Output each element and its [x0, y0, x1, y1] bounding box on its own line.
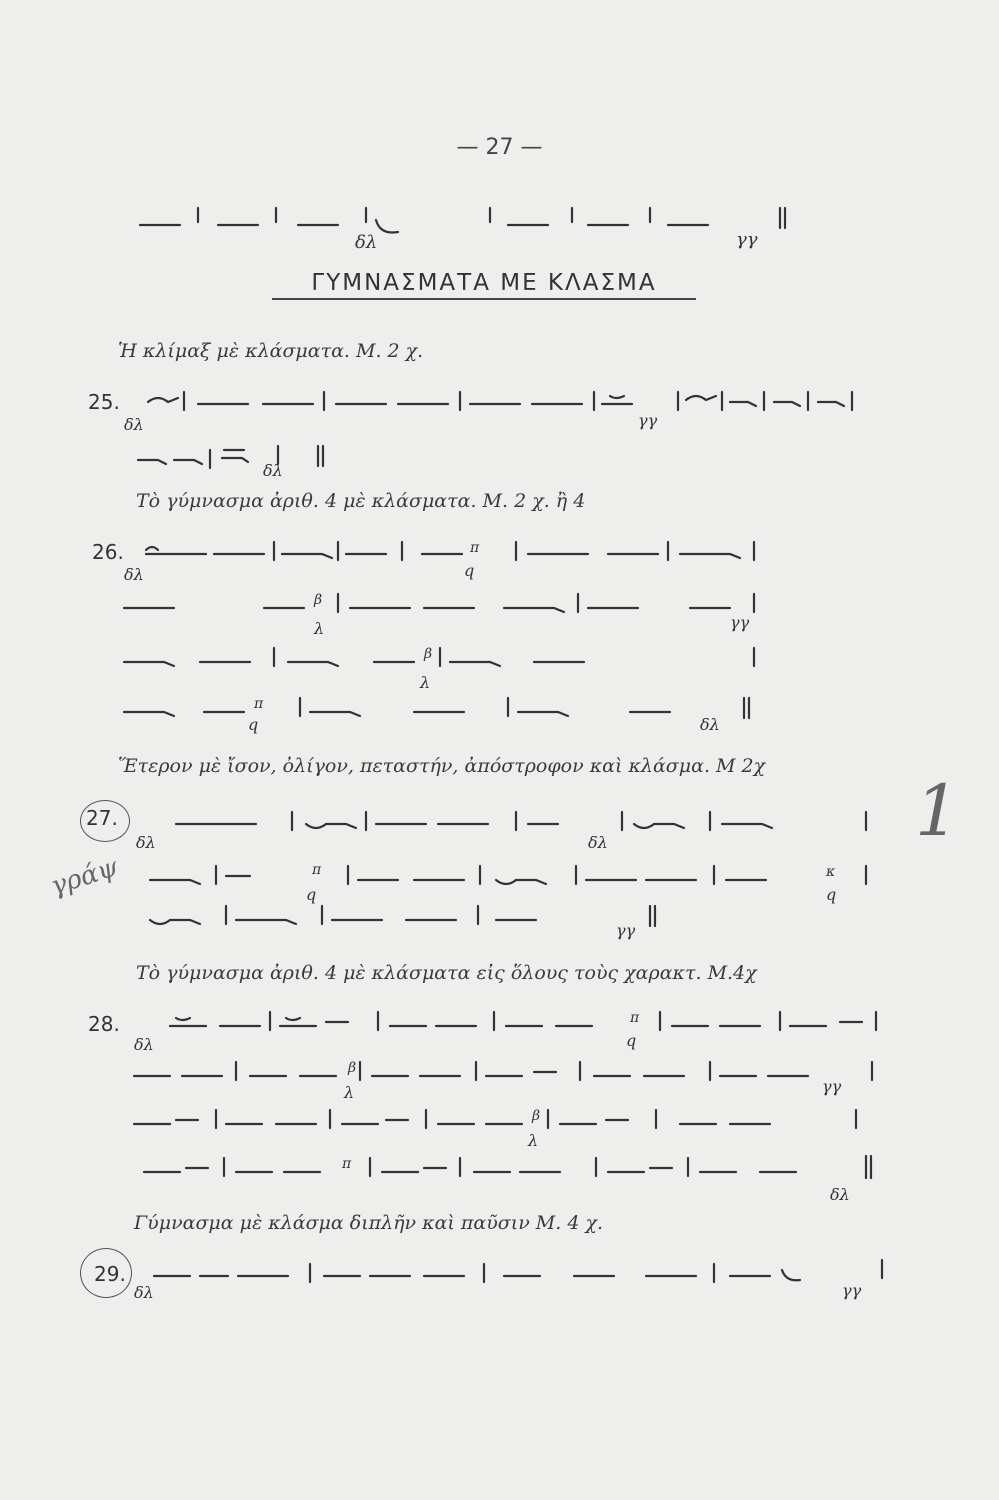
exercise-caption: Γύμνασμα μὲ κλάσμα διπλῆν καὶ παῦσιν Μ. 4 χ.: [134, 1212, 604, 1234]
svg-text:λ: λ: [420, 673, 431, 692]
exercise-number: 28.: [88, 1012, 120, 1036]
svg-text:δλ: δλ: [263, 461, 283, 480]
music-staff-26: [124, 530, 884, 734]
page-number: — 27 —: [456, 135, 543, 160]
exercise-number: 25.: [88, 390, 120, 414]
svg-text:q: q: [826, 885, 837, 904]
music-staff-28: [120, 1000, 880, 1210]
svg-text:q: q: [626, 1031, 637, 1050]
svg-text:π: π: [470, 540, 480, 556]
margin-mark: 1: [915, 770, 960, 852]
svg-text:λ: λ: [314, 619, 325, 638]
svg-text:π: π: [342, 1156, 352, 1172]
svg-text:δλ: δλ: [700, 715, 720, 734]
svg-text:β: β: [424, 646, 433, 662]
svg-text:γγ: γγ: [616, 921, 636, 940]
section-heading: ΓΥΜΝΑΣΜΑΤΑ ΜΕ ΚΛΑΣΜΑ: [272, 270, 696, 300]
music-staff-29: [134, 1252, 884, 1312]
svg-text:δλ: δλ: [134, 1035, 154, 1054]
svg-text:π: π: [312, 862, 322, 878]
svg-text:δλ: δλ: [355, 232, 378, 253]
svg-text:δλ: δλ: [134, 1283, 154, 1302]
margin-note: γράψ: [47, 852, 122, 902]
svg-text:δλ: δλ: [124, 565, 144, 584]
svg-text:λ: λ: [344, 1083, 355, 1102]
exercise-number: 27.: [86, 806, 118, 830]
svg-text:q: q: [306, 885, 317, 904]
exercise-caption: Τὸ γύμνασμα ἀριθ. 4 μὲ κλάσματα εἰς ὅλους τοὺς χαρακτ. Μ.4χ: [136, 962, 757, 984]
svg-text:δλ: δλ: [830, 1185, 850, 1204]
svg-text:δλ: δλ: [124, 415, 144, 434]
exercise-number: 29.: [94, 1262, 126, 1286]
svg-text:δλ: δλ: [588, 833, 608, 852]
svg-text:q: q: [248, 715, 259, 734]
music-staff-27: [136, 800, 876, 940]
svg-text:γγ: γγ: [842, 1281, 862, 1300]
svg-text:γγ: γγ: [638, 411, 658, 430]
svg-text:γγ: γγ: [822, 1077, 842, 1096]
music-staff-top: [140, 190, 820, 260]
exercise-caption: Ἡ κλίμαξ μὲ κλάσματα. Μ. 2 χ.: [118, 340, 424, 362]
exercise-caption: Ἕτερον μὲ ἴσον, ὀλίγον, πεταστήν, ἀπόστροφον καὶ κλάσμα. Μ 2χ: [118, 755, 766, 777]
music-staff-25: [118, 380, 888, 480]
svg-text:π: π: [254, 696, 264, 712]
svg-text:δλ: δλ: [136, 833, 156, 852]
svg-text:γγ: γγ: [736, 229, 758, 250]
exercise-number: 26.: [92, 540, 124, 564]
svg-text:π: π: [630, 1010, 640, 1026]
svg-text:β: β: [532, 1108, 541, 1124]
svg-text:κ: κ: [826, 864, 836, 880]
svg-text:β: β: [314, 592, 323, 608]
svg-text:β: β: [348, 1060, 357, 1076]
exercise-caption: Τὸ γύμνασμα ἀριθ. 4 μὲ κλάσματα. Μ. 2 χ. ἢ 4: [136, 490, 586, 512]
svg-text:γγ: γγ: [730, 613, 750, 632]
svg-text:q: q: [464, 561, 475, 580]
svg-text:λ: λ: [528, 1131, 539, 1150]
